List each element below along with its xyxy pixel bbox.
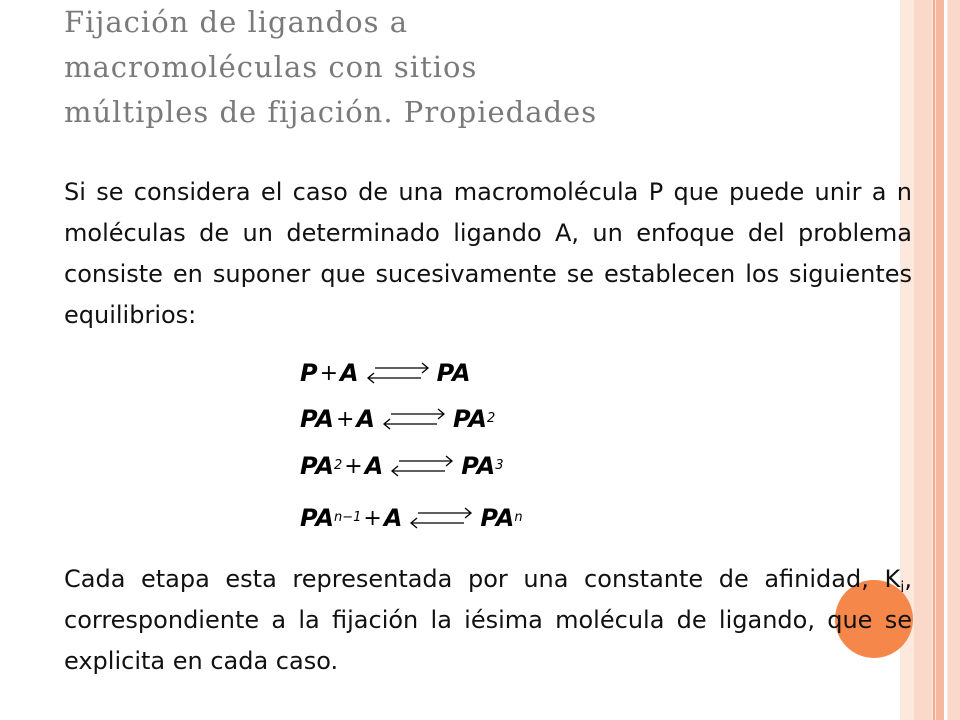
equilibrium-arrow-icon [363, 359, 433, 387]
conclusion-text-end: , correspondiente a la fijación la iésima molécula de ligando, que se explicita en cada caso. [64, 565, 912, 675]
equation-2-ligand: A [356, 405, 375, 433]
slide-title [64, 0, 904, 135]
equation-4: PA n−1 + A PA n [300, 504, 523, 532]
equation-4-reactant: PA [300, 504, 334, 532]
title-line-1: Fijación de ligandos a [64, 5, 408, 39]
equation-3-ligand: A [364, 452, 384, 480]
equation-2-plus: + [335, 406, 355, 432]
equation-1 [300, 353, 471, 393]
equilibrium-arrow-icon [387, 452, 457, 480]
conclusion-text-start: Cada etapa esta representada por una constante de afinidad, K [64, 565, 901, 593]
title-line-2: macromoléculas con sitios [64, 50, 478, 84]
equation-4-ligand: A [383, 504, 403, 532]
equation-1-reactant: P [300, 359, 318, 387]
equation-4-product: PA [480, 504, 515, 532]
equation-1-product: PA [436, 359, 471, 387]
intro-paragraph: Si se considera el caso de una macromolécula P que puede unir a n moléculas de un determinado ligando A, un enfoque del problema consiste en suponer que sucesivamente se establecen los siguientes equilibrios: [64, 178, 912, 329]
equation-3-product: PA [461, 452, 496, 480]
equation-1-plus: + [319, 360, 339, 386]
equation-3-reactant: PA [300, 452, 334, 480]
equation-1-ligand: A [340, 359, 359, 387]
equilibrium-arrow-icon [406, 504, 476, 532]
equation-4-plus: + [363, 505, 382, 531]
equation-2: PA + A PA 2 [300, 405, 496, 433]
equation-3-plus: + [344, 453, 363, 479]
affinity-constant-subscript: i [900, 578, 905, 596]
equation-2-product: PA [452, 405, 487, 433]
equilibrium-arrow-icon [379, 405, 449, 433]
equation-3: PA 2 + A PA 3 [300, 452, 504, 480]
conclusion-paragraph [64, 559, 912, 682]
title-line-3: múltiples de fijación. Propiedades [64, 95, 598, 129]
equation-2-reactant: PA [300, 405, 334, 433]
